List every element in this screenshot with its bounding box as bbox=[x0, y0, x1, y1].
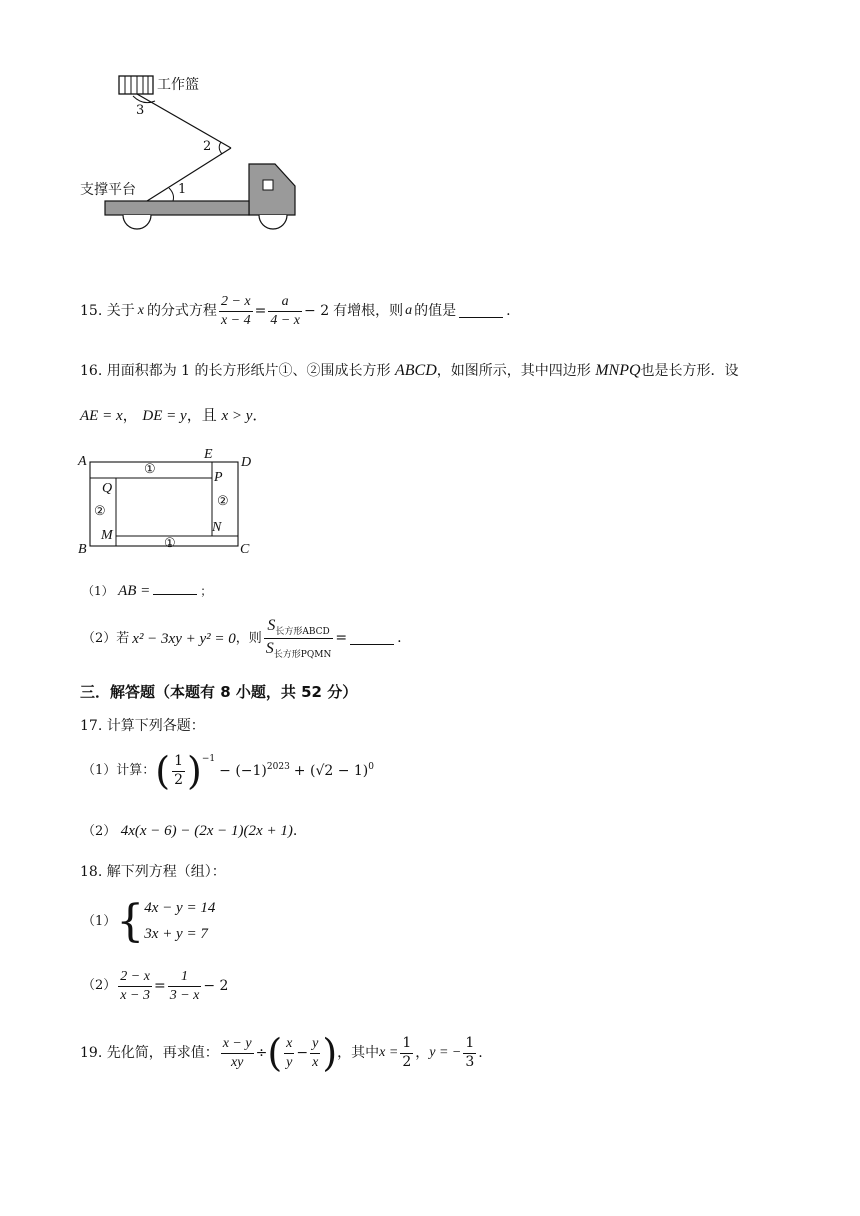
question-16-line1 bbox=[80, 361, 739, 380]
q19-x-lhs: x = bbox=[379, 1044, 399, 1060]
question-15 bbox=[80, 293, 511, 329]
q17-title-text: 计算下列各题： bbox=[106, 718, 205, 734]
q17-number: 17. bbox=[80, 718, 103, 734]
s-symbol: S bbox=[265, 640, 274, 658]
q19-end: . bbox=[478, 1044, 483, 1061]
q16-de: DE = y bbox=[142, 408, 187, 424]
q15-rhs-fraction bbox=[268, 293, 302, 329]
q16-ratio-denominator bbox=[264, 639, 334, 661]
q17-part2 bbox=[82, 822, 297, 840]
q18-lhs-numerator: 2 − x bbox=[118, 968, 152, 987]
q19-f3-denominator: x bbox=[312, 1054, 319, 1070]
q19-divide: ÷ bbox=[255, 1044, 268, 1061]
q16-part2-then: ，则 bbox=[235, 630, 262, 646]
q19-fraction-3 bbox=[310, 1035, 320, 1071]
angle-2-label: 2 bbox=[203, 139, 212, 154]
q18-part1 bbox=[82, 896, 215, 947]
q19-y-denominator: 3 bbox=[465, 1053, 475, 1070]
q18-lhs-fraction bbox=[118, 968, 152, 1004]
label-m: M bbox=[101, 528, 113, 543]
q16-number: 16. bbox=[80, 363, 103, 379]
q17-exp-0: 0 bbox=[368, 762, 375, 772]
q16-part2-expr: x² − 3xy + y² = 0 bbox=[132, 630, 236, 647]
q15-lhs-fraction bbox=[219, 293, 253, 329]
q19-x-denominator: 2 bbox=[402, 1053, 412, 1070]
q17-p2-expr: 4x(x − 6) − (2x − 1)(2x + 1) bbox=[120, 823, 293, 839]
q18-number: 18. bbox=[80, 864, 103, 880]
q17-half-numerator: 1 bbox=[172, 753, 185, 772]
q15-answer-blank[interactable] bbox=[459, 305, 503, 318]
piece-1-top: ① bbox=[144, 462, 156, 477]
q18-eq2: 3x + y = 7 bbox=[144, 925, 208, 942]
q17-p1-mid: − (−1) bbox=[219, 762, 267, 779]
q16-sep2: ，且 bbox=[186, 406, 217, 424]
q15-text-c: 有增根，则 bbox=[333, 302, 404, 319]
q18-eq1: 4x − y = 14 bbox=[144, 900, 216, 916]
q16-part1-end: ； bbox=[200, 584, 213, 598]
q17-exp-neg1: −1 bbox=[201, 754, 216, 764]
q19-y-value bbox=[463, 1035, 476, 1071]
q18-p1-label: （1） bbox=[82, 913, 117, 929]
q15-var-a: a bbox=[405, 302, 413, 318]
q18-part2 bbox=[82, 968, 228, 1004]
q19-y-lhs: y = − bbox=[429, 1044, 462, 1060]
q17-half-fraction bbox=[172, 753, 185, 789]
figure-aerial-platform bbox=[75, 68, 315, 240]
q16-part2-label: （2）若 bbox=[82, 630, 130, 646]
q15-number: 15. bbox=[80, 302, 103, 319]
label-p: P bbox=[214, 470, 223, 485]
equation-system bbox=[144, 896, 215, 947]
q17-p1-tail: + (√2 − 1) bbox=[293, 762, 369, 779]
q19-fraction-1 bbox=[221, 1035, 254, 1071]
q18-rhs-numerator: 1 bbox=[168, 968, 202, 987]
q16-sep1: ， bbox=[122, 406, 138, 424]
q18-title-text: 解下列方程（组）： bbox=[106, 864, 226, 880]
q19-where: ，其中 bbox=[337, 1044, 380, 1061]
q19-x-value bbox=[400, 1035, 413, 1071]
q16-part2 bbox=[82, 616, 402, 661]
q17-p2-label: （2） bbox=[82, 824, 117, 839]
q17-p1-label: （1）计算： bbox=[82, 763, 156, 779]
q17-half-denominator: 2 bbox=[174, 771, 184, 788]
angle-1-label: 1 bbox=[178, 182, 187, 197]
q16-part2-end: . bbox=[397, 630, 402, 647]
q15-text-b: 的分式方程 bbox=[146, 302, 217, 319]
angle-3-label: 3 bbox=[136, 103, 145, 118]
q15-text-a: 关于 bbox=[106, 302, 135, 319]
q16-area-ratio bbox=[264, 616, 334, 661]
q15-equals: = bbox=[254, 302, 267, 319]
q16-part1 bbox=[82, 582, 212, 600]
q18-lhs-denominator: x − 3 bbox=[120, 987, 150, 1003]
q15-rhs-numerator: a bbox=[268, 293, 302, 312]
basket-label: 工作篮 bbox=[157, 77, 199, 93]
q16-part1-label: （1） bbox=[82, 584, 114, 598]
q15-rhs-tail: − 2 bbox=[304, 302, 330, 319]
q19-y-numerator: 1 bbox=[463, 1035, 476, 1054]
q16-abcd: ABCD bbox=[394, 362, 437, 379]
q18-rhs-fraction bbox=[168, 968, 202, 1004]
q17-part1 bbox=[82, 749, 375, 793]
q19-f1-denominator: xy bbox=[230, 1054, 244, 1070]
label-q: Q bbox=[102, 481, 113, 496]
section-3-heading: 三．解答题（本题有 8 小题，共 52 分） bbox=[80, 683, 358, 701]
q19-title: 先化简，再求值： bbox=[106, 1044, 219, 1061]
left-paren: ( bbox=[267, 1031, 283, 1075]
right-paren: ) bbox=[322, 1031, 338, 1075]
piece-2-right: ② bbox=[217, 494, 229, 509]
q15-lhs-numerator: 2 − x bbox=[219, 293, 253, 312]
label-c: C bbox=[240, 542, 250, 557]
q18-equals: = bbox=[153, 977, 166, 994]
s-symbol: S bbox=[267, 617, 276, 634]
question-16-line2 bbox=[80, 406, 267, 425]
q16-line1: 用面积都为 1 的长方形纸片①、②围成长方形 bbox=[106, 363, 391, 379]
q16-part1-expr: AB = bbox=[118, 583, 151, 599]
q17-title bbox=[80, 718, 205, 735]
q17-p2-end: . bbox=[292, 823, 298, 839]
q16-part2-eq: = bbox=[335, 630, 348, 647]
platform-label: 支撑平台 bbox=[80, 182, 136, 198]
q19-f2-denominator: y bbox=[286, 1054, 293, 1070]
q16-line1c: 也是长方形．设 bbox=[640, 363, 739, 379]
piece-1-bottom: ① bbox=[164, 536, 176, 551]
q19-fraction-2 bbox=[284, 1035, 294, 1071]
q19-f3-numerator: y bbox=[310, 1035, 320, 1054]
system-brace: { bbox=[116, 895, 145, 947]
q19-f1-numerator: x − y bbox=[221, 1035, 254, 1054]
q18-title bbox=[80, 864, 226, 881]
q17-exp-2023: 2023 bbox=[266, 762, 290, 772]
q16-part1-blank[interactable] bbox=[153, 582, 197, 595]
q15-lhs-denominator: x − 4 bbox=[220, 312, 251, 328]
question-19 bbox=[80, 1031, 483, 1075]
aerial-platform-drawing bbox=[75, 68, 315, 240]
subscript-pqmn: 长方形PQMN bbox=[273, 649, 332, 660]
q19-x-numerator: 1 bbox=[400, 1035, 413, 1054]
q15-text-d: 的值是 bbox=[414, 302, 457, 319]
q16-mnpq: MNPQ bbox=[595, 362, 641, 379]
q16-ae: AE = x bbox=[80, 408, 123, 424]
q19-f2-numerator: x bbox=[284, 1035, 294, 1054]
label-e: E bbox=[204, 447, 213, 462]
q16-ratio-numerator bbox=[264, 616, 334, 639]
q15-var-x: x bbox=[137, 302, 144, 318]
q16-end: ． bbox=[252, 406, 268, 424]
q15-end: . bbox=[506, 302, 511, 319]
q16-line1b: ，如图所示，其中四边形 bbox=[436, 363, 591, 379]
q16-condition: x > y bbox=[221, 408, 253, 424]
figure-rectangle-abcd bbox=[76, 448, 256, 560]
label-b: B bbox=[78, 542, 87, 557]
q19-number: 19. bbox=[80, 1044, 103, 1061]
q19-comma: ， bbox=[415, 1044, 430, 1061]
right-paren: ) bbox=[187, 749, 202, 793]
q18-rhs-tail: − 2 bbox=[203, 977, 229, 994]
q16-part2-blank[interactable] bbox=[350, 632, 394, 645]
label-n: N bbox=[212, 520, 222, 535]
label-d: D bbox=[241, 455, 252, 470]
q18-rhs-denominator: 3 − x bbox=[169, 987, 200, 1003]
q15-rhs-denominator: 4 − x bbox=[270, 312, 301, 328]
q19-minus: − bbox=[296, 1044, 309, 1061]
subscript-abcd: 长方形ABCD bbox=[275, 626, 330, 637]
q18-p2-label: （2） bbox=[82, 978, 117, 994]
piece-2-left: ② bbox=[94, 504, 106, 519]
label-a: A bbox=[78, 454, 87, 469]
left-paren: ( bbox=[155, 749, 171, 793]
